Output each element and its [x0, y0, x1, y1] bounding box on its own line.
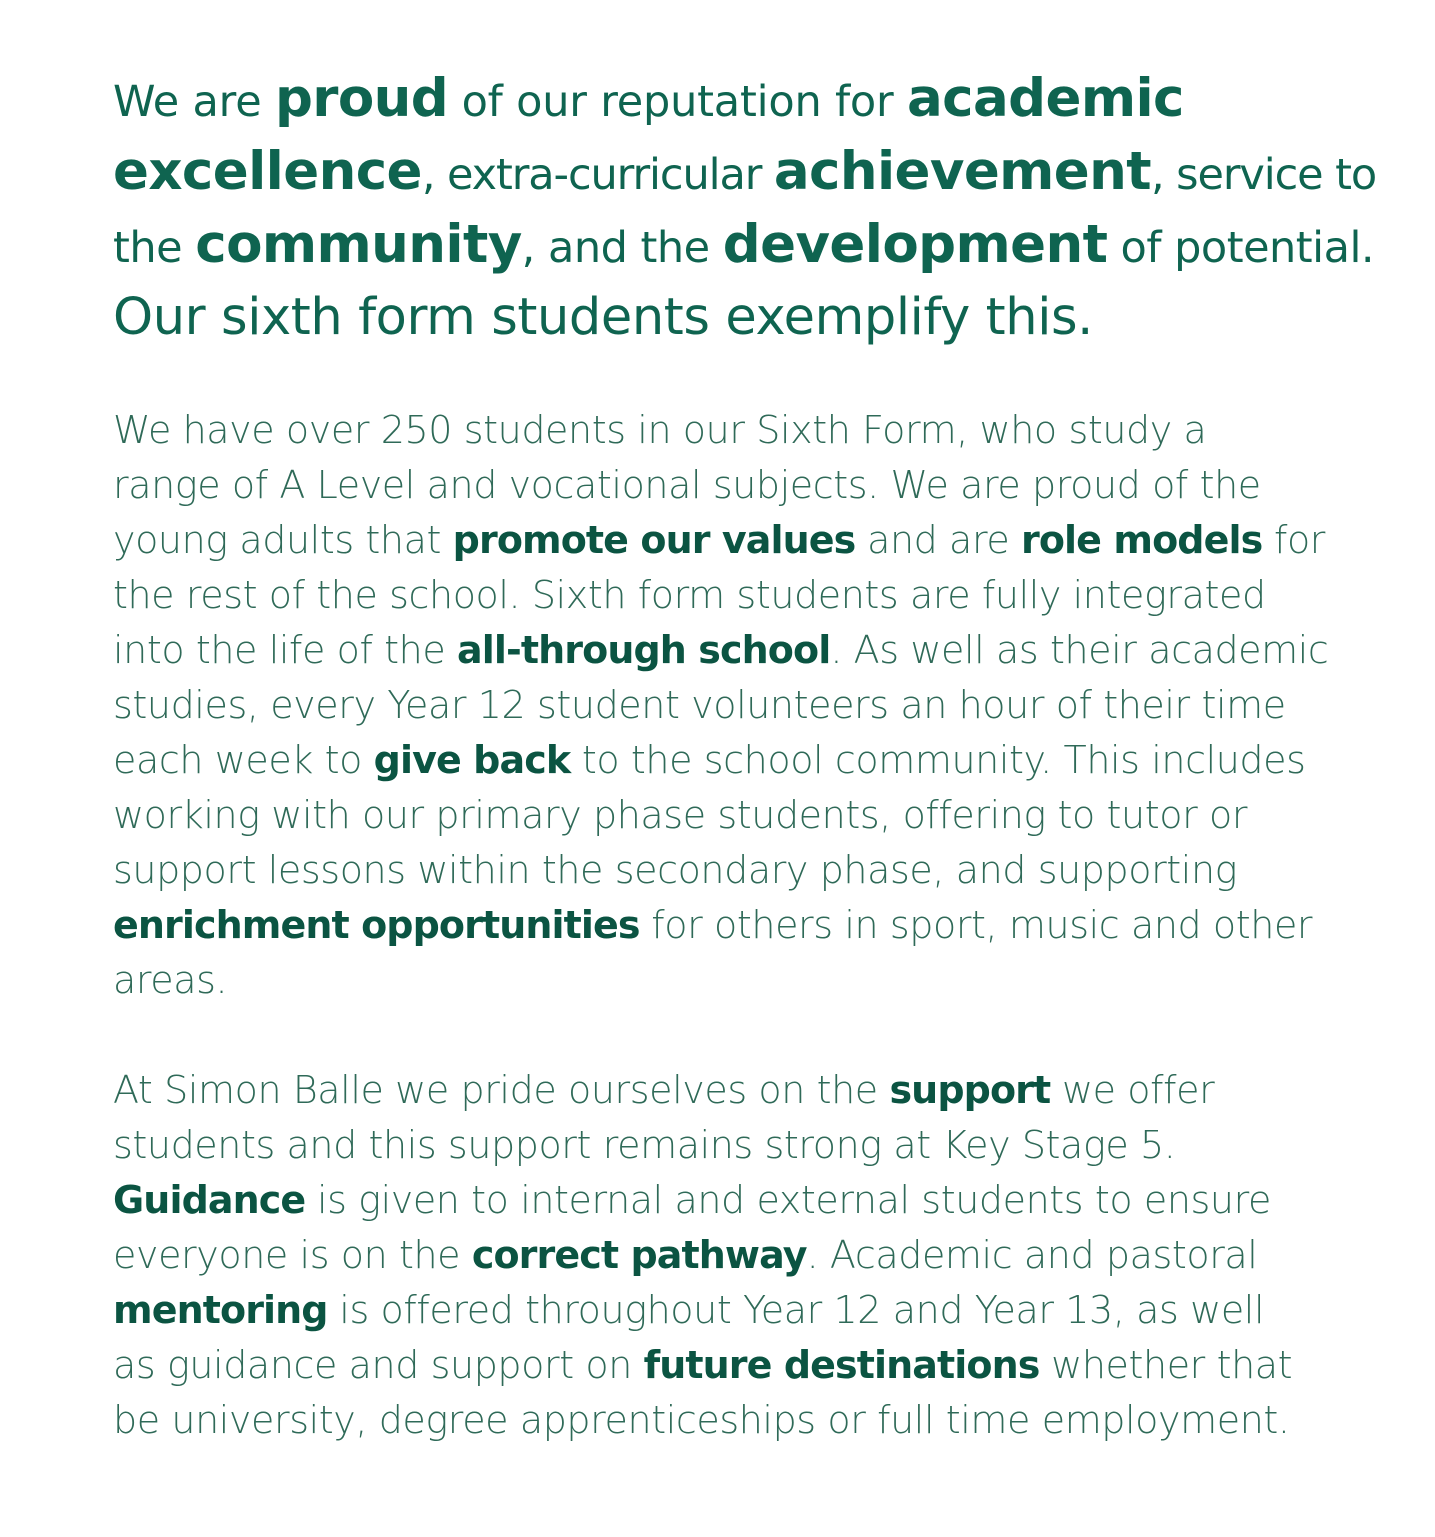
paragraph-line [113, 1228, 1292, 1283]
paragraph-line [113, 898, 1328, 953]
paragraph-line [113, 1283, 1292, 1338]
paragraph-text: for others in sport, music and other [639, 903, 1313, 947]
paragraph-text: for [1262, 518, 1326, 562]
paragraph-line: the rest of the school. Sixth form students are fully integrated [113, 573, 1266, 617]
intro-emphasis-academic: academic [906, 68, 1184, 129]
emphasis-enrichment-opportunities: enrichment opportunities [113, 903, 640, 947]
intro-line-3 [113, 210, 1373, 283]
paragraph-line: studies, every Year 12 student volunteers an hour of their time [113, 683, 1286, 727]
intro-text: of our reputation for [448, 77, 907, 127]
paragraph-text: we offer [1050, 1068, 1215, 1112]
emphasis-correct-pathway: correct pathway [471, 1233, 807, 1277]
paragraph-text: is offered throughout Year 12 and Year 13, as well [327, 1288, 1265, 1332]
intro-text: of potential. [1107, 223, 1375, 273]
intro-emphasis-achievement: achievement [773, 141, 1152, 202]
paragraph-line [113, 1063, 1292, 1118]
paragraph-line: areas. [113, 958, 228, 1002]
paragraph-line: We have over 250 students in our Sixth Form, who study a [113, 408, 1207, 452]
intro-closing-line: Our sixth form students exemplify this. [113, 288, 1093, 347]
paragraph-line [113, 1173, 1292, 1228]
paragraph-text: and are [855, 518, 1021, 562]
intro-text: the [113, 223, 196, 273]
intro-text: , and the [521, 223, 723, 273]
paragraph-text: to the school community. This includes [570, 738, 1306, 782]
paragraph-line: range of A Level and vocational subjects. We are proud of the [113, 463, 1261, 507]
paragraph-line [113, 1338, 1292, 1393]
paragraph-text: into the life of the [113, 628, 458, 672]
paragraph-text: At Simon Balle we pride ourselves on the [113, 1068, 890, 1112]
paragraph-text: each week to [113, 738, 374, 782]
emphasis-role-models: role models [1021, 518, 1263, 562]
paragraph-line [113, 513, 1328, 568]
paragraph-text: is given to internal and external students to ensure [305, 1178, 1271, 1222]
emphasis-promote-our-values: promote our values [452, 518, 856, 562]
paragraph-text: as guidance and support on [113, 1343, 644, 1387]
paragraph-line: be university, degree apprenticeships or full time employment. [113, 1398, 1290, 1442]
paragraph-line: working with our primary phase students, offering to tutor or [113, 793, 1248, 837]
emphasis-mentoring: mentoring [113, 1288, 328, 1332]
paragraph-text: everyone is on the [113, 1233, 472, 1277]
intro-emphasis-development: development [722, 214, 1108, 275]
paragraph-line: students and this support remains strong at Key Stage 5. [113, 1123, 1176, 1167]
emphasis-guidance: Guidance [113, 1178, 306, 1222]
paragraph-sixth-form-overview [113, 403, 1328, 1008]
intro-statement [113, 64, 1377, 353]
intro-line-1 [113, 64, 1373, 137]
intro-emphasis-community: community [195, 214, 522, 275]
content-column [113, 64, 1377, 1442]
paragraph-text: . As well as their academic [830, 628, 1329, 672]
intro-line-2 [113, 137, 1377, 210]
intro-emphasis-excellence: excellence [113, 141, 422, 202]
paragraph-text: . Academic and pastoral [806, 1233, 1258, 1277]
intro-emphasis-proud: proud [274, 68, 449, 129]
emphasis-give-back: give back [373, 738, 571, 782]
paragraph-line [113, 623, 1328, 678]
intro-text: We are [113, 77, 275, 127]
emphasis-support: support [889, 1068, 1051, 1112]
emphasis-all-through-school: all-through school [457, 628, 831, 672]
emphasis-future-destinations: future destinations [643, 1343, 1040, 1387]
intro-text: , extra-curricular [421, 150, 774, 200]
paragraph-student-support [113, 1063, 1292, 1448]
paragraph-line [113, 733, 1328, 788]
paragraph-line: support lessons within the secondary phase, and supporting [113, 848, 1238, 892]
intro-text: , service to [1151, 150, 1377, 200]
paragraph-text: whether that [1039, 1343, 1293, 1387]
paragraph-text: young adults that [113, 518, 453, 562]
